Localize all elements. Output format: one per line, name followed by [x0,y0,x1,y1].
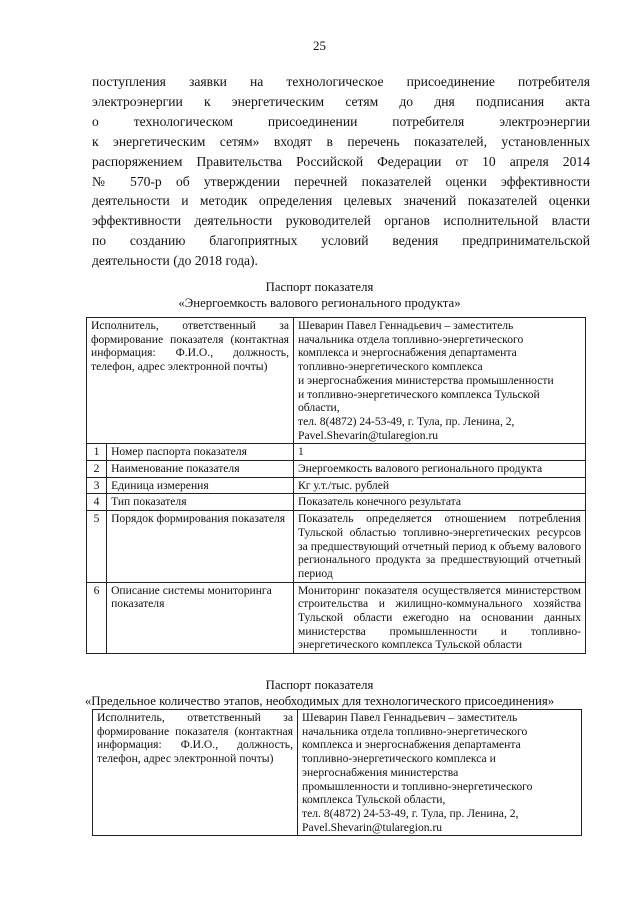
row-value: Показатель конечного результата [294,494,586,511]
row-value: Показатель определяется отношением потребления Тульской областью топливно-энергетических ресурсов за предшествующий отчетный период к объему валового регионального продукта за предшествующий отчетный период [294,511,586,583]
row-number: 4 [87,494,107,511]
row-number: 6 [87,582,107,654]
passport1-caption-name: «Энергоемкость валового регионального продукта» [178,296,461,310]
passport1-table [86,317,586,654]
page-number: 25 [313,38,326,53]
table-row [87,444,586,461]
passport2-caption-title: Паспорт показателя [265,678,374,692]
row-number: 3 [87,477,107,494]
executor-label: Исполнитель, ответственный за формирование показателя (контактная информация: Ф.И.О., должность, телефон, адрес электронной почты) [87,318,294,444]
row-value: Мониторинг показателя осуществляется министерством строительства и жилищно-коммунального хозяйства Тульской области ежегодно на основании данных министерства промышленности и топливно-энергетического комплекса Тульской области [294,582,586,654]
row-value: Энергоемкость валового регионального продукта [294,461,586,478]
table-row [87,511,586,583]
executor-value-line: топливно-энергетического комплекса и [302,752,496,766]
passport2-caption-name: «Предельное количество этапов, необходимых для технологического присоединения» [84,694,555,708]
executor-value-line: начальника отдела топливно-энергетического [302,724,528,738]
table-row [87,582,586,654]
passport1-caption [0,279,639,311]
paragraph-line: деятельности (до 2018 года). [92,253,258,269]
passport2-caption [0,677,639,709]
executor-value-line: комплекса Тульской области, [302,793,446,807]
paragraph-line: по созданию благоприятных условий ведения предпринимательской [92,233,590,249]
executor-value-line: топливно-энергетического комплекса [298,360,483,374]
passport1-caption-title: Паспорт показателя [265,280,374,294]
executor-value-line: энергоснабжения министерства [302,765,459,779]
row-number: 1 [87,444,107,461]
executor-value [298,710,582,836]
executor-label: Исполнитель, ответственный за формирование показателя (контактная информация: Ф.И.О., должность, телефон, адрес электронной почты) [93,710,298,836]
executor-value-line: промышленности и топливно-энергетического [302,779,533,793]
executor-value-line: начальника отдела топливно-энергетического [298,332,524,346]
executor-value-line: тел. 8(4872) 24-53-49, г. Тула, пр. Ленина, 2, [302,806,519,820]
paragraph-line: о технологическом присоединении потребителя электроэнергии [92,113,590,129]
paragraph-line: распоряжением Правительства Российской Федерации от 10 апреля 2014 [92,153,590,169]
executor-value-line: и энергоснабжения министерства промышленности [298,373,554,387]
paragraph-line: № 570-р об утверждении перечней показателей оценки эффективности [92,173,590,189]
table-row [87,494,586,511]
row-value: 1 [294,444,586,461]
body-paragraph [92,72,590,271]
paragraph-line: поступления заявки на технологическое присоединение потребителя [92,74,590,89]
executor-value-line: области, [298,401,340,415]
passport2-table [92,709,582,836]
table-row [87,318,586,444]
row-number: 5 [87,511,107,583]
row-label: Единица измерения [107,477,294,494]
row-number: 2 [87,461,107,478]
paragraph-line: деятельности и методик определения целевых значений показателей оценки [92,193,590,209]
executor-value [294,318,586,444]
executor-value-line: комплекса и энергоснабжения департамента [302,738,521,752]
executor-value-line: Шеварин Павел Геннадьевич – заместитель [302,711,518,724]
row-label: Номер паспорта показателя [107,444,294,461]
table-row [87,477,586,494]
row-label: Порядок формирования показателя [107,511,294,583]
row-label: Описание системы мониторинга показателя [107,582,294,654]
executor-value-line: комплекса и энергоснабжения департамента [298,346,517,360]
paragraph-line: эффективности деятельности руководителей органов исполнительной власти [92,213,590,229]
paragraph-line: к энергетическим сетям» входят в перечень показателей, установленных [92,133,590,149]
executor-value-line: тел. 8(4872) 24-53-49, г. Тула, пр. Ленина, 2, [298,414,515,428]
row-label: Наименование показателя [107,461,294,478]
executor-value-line: Pavel.Shevarin@tularegion.ru [302,820,443,834]
executor-value-line: и топливно-энергетического комплекса Тульской [298,387,540,401]
paragraph-line: электроэнергии к энергетическим сетям до дня подписания акта [92,93,590,109]
executor-value-line: Шеварин Павел Геннадьевич – заместитель [298,319,514,332]
executor-value-line: Pavel.Shevarin@tularegion.ru [298,428,439,442]
row-value: Кг у.т./тыс. рублей [294,477,586,494]
table-row [93,710,582,836]
row-label: Тип показателя [107,494,294,511]
table-row [87,461,586,478]
